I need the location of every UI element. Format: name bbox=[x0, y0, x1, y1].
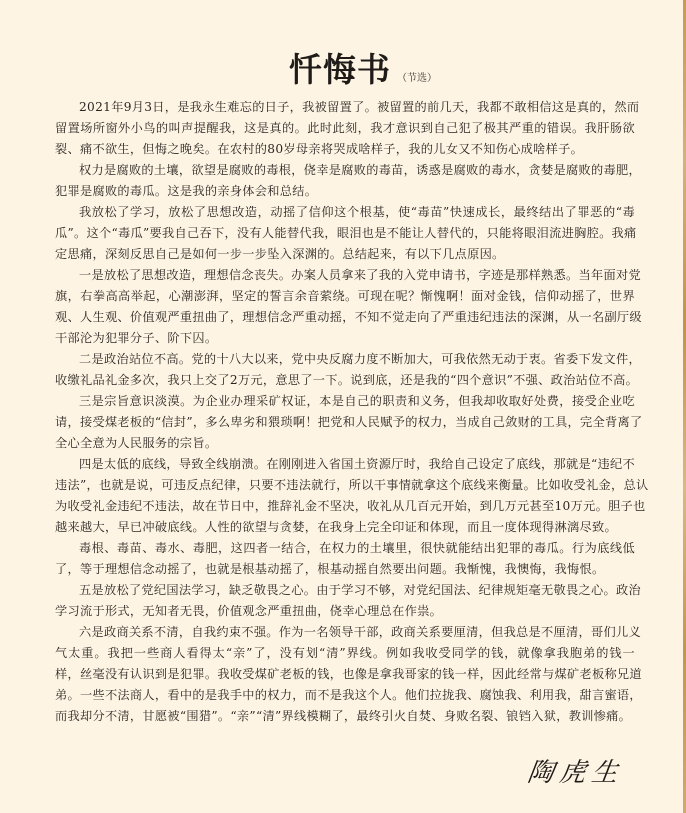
text-line: 瓜”。这个“毒瓜”要我自己吞下，没有人能替代我，眼泪也是不能让人替代的，只能将眼泪流进胸腔。我痛 bbox=[55, 226, 637, 240]
text-line: 观、人生观、价值观严重扭曲了，理想信念严重动摇，不知不觉走向了严重违纪违法的深渊，从一名副厅级 bbox=[55, 310, 642, 324]
text-line: 权力是腐败的土壤，欲望是腐败的毒根，侥幸是腐败的毒苗，诱惑是腐败的毒水，贪婪是腐败的毒肥， bbox=[79, 163, 641, 177]
text-line: 请，接受煤老板的“信封”，多么卑劣和猥琐啊！把党和人民赋予的权力，当成自己敛财的工具，完全背离了 bbox=[55, 415, 643, 429]
text-line: 全心全意为人民服务的宗旨。 bbox=[55, 436, 218, 450]
text-line: 气太重。我把一些商人看得太“亲”了，没有划“清”界线。例如我收受同学的钱，就像拿我胞弟的钱一 bbox=[55, 646, 635, 660]
text-line: 干部沦为犯罪分子、阶下囚。 bbox=[55, 331, 218, 345]
signature: 陶虎生 bbox=[525, 758, 626, 788]
document-subtitle: （节选） bbox=[397, 73, 437, 84]
text-line: 三是宗旨意识淡漠。为企业办理采矿权证，本是自己的职责和义务，但我却收取好处费，接受企业吃 bbox=[79, 394, 635, 408]
title-block bbox=[0, 44, 686, 91]
text-line: 定思痛，深刻反思自己是如何一步一步坠入深渊的。总结起来，有以下几点原因。 bbox=[55, 247, 505, 261]
text-line: 一是放松了思想改造，理想信念丧失。办案人员拿来了我的入党申请书，字迹是那样熟悉。当年面对党 bbox=[79, 268, 641, 282]
text-line: 而我却分不清，甘愿被“围猎”。“亲”“清”界线模糊了，最终引火自焚、身败名裂、锒铛入狱，教训惨痛。 bbox=[55, 709, 632, 723]
text-line: 犯罪是腐败的毒瓜。这是我的亲身体会和总结。 bbox=[55, 184, 318, 198]
text-line: 五是放松了党纪国法学习，缺乏敬畏之心。由于学习不够，对党纪国法、纪律规矩毫无敬畏之心。政治 bbox=[79, 583, 641, 597]
text-line: 2021年9月3日，是我永生难忘的日子，我被留置了。被留置的前几天，我都不敢相信这是真的，然而 bbox=[79, 100, 640, 114]
text-line: 收缴礼品礼金多次，我只上交了2万元，意思了一下。说到底，还是我的“四个意识”不强、政治站位不高。 bbox=[55, 373, 639, 387]
text-line: 越来越大，早已冲破底线。人性的欲望与贪婪，在我身上完全印证和体现，而且一度体现得淋漓尽致。 bbox=[55, 520, 617, 534]
text-line: 违法”，也就是说，可违反点纪律，只要不违法就行，所以干事情就拿这个底线来衡量。比如收受礼金，总认 bbox=[55, 478, 649, 492]
text-line: 留置场所窗外小鸟的叫声提醒我，这是真的。此时此刻，我才意识到自己犯了极其严重的错误。我肝肠欲 bbox=[55, 121, 635, 135]
text-line: 毒根、毒苗、毒水、毒肥，这四者一结合，在权力的土壤里，很快就能结出犯罪的毒瓜。行为底线低 bbox=[79, 541, 635, 555]
text-line: 学习流于形式，无知者无畏，价值观念严重扭曲，侥幸心理总在作祟。 bbox=[55, 604, 443, 618]
text-line: 裂、痛不欲生，但悔之晚矣。在农村的80岁母亲将哭成啥样子，我的儿女又不知伤心成啥样子。 bbox=[55, 142, 584, 156]
text-line: 六是政商关系不清，自我约束不强。作为一名领导干部，政商关系要厘清，但我总是不厘清，哥们儿义 bbox=[79, 625, 641, 639]
text-line: 四是太低的底线，导致全线崩溃。在刚刚进入省国土资源厅时，我给自己设定了底线，那就是“违纪不 bbox=[79, 457, 635, 471]
text-line: 我放松了学习，放松了思想改造，动摇了信仰这个根基，使“毒苗”快速成长，最终结出了罪恶的“毒 bbox=[79, 205, 635, 219]
text-line: 弟。一些不法商人，看中的是我手中的权力，而不是我这个人。他们拉拢我、腐蚀我、利用我，甜言蜜语， bbox=[55, 688, 642, 702]
text-line: 二是政治站位不高。党的十八大以来，党中央反腐力度不断加大，可我依然无动于衷。省委下发文件， bbox=[79, 352, 641, 366]
text-line: 了，等于理想信念动摇了，也就是根基动摇了，根基动摇自然要出问题。我惭愧，我懊悔，我悔恨。 bbox=[55, 562, 605, 576]
text-line: 旗，右拳高高举起，心潮澎湃，坚定的誓言余音萦绕。可现在呢？惭愧啊！面对金钱，信仰动摇了，世界 bbox=[55, 289, 635, 303]
text-line: 为收受礼金违纪不违法，故在节日中，推辞礼金不坚决，收礼从几百元开始，到几万元甚至10万元。胆子也 bbox=[55, 499, 646, 513]
document-body bbox=[55, 97, 649, 727]
text-line: 样，丝毫没有认识到是犯罪。我收受煤矿老板的钱，也像是拿我哥家的钱一样，因此经常与煤矿老板称兄道 bbox=[55, 667, 642, 681]
document-title: 忏悔书 bbox=[289, 50, 391, 89]
